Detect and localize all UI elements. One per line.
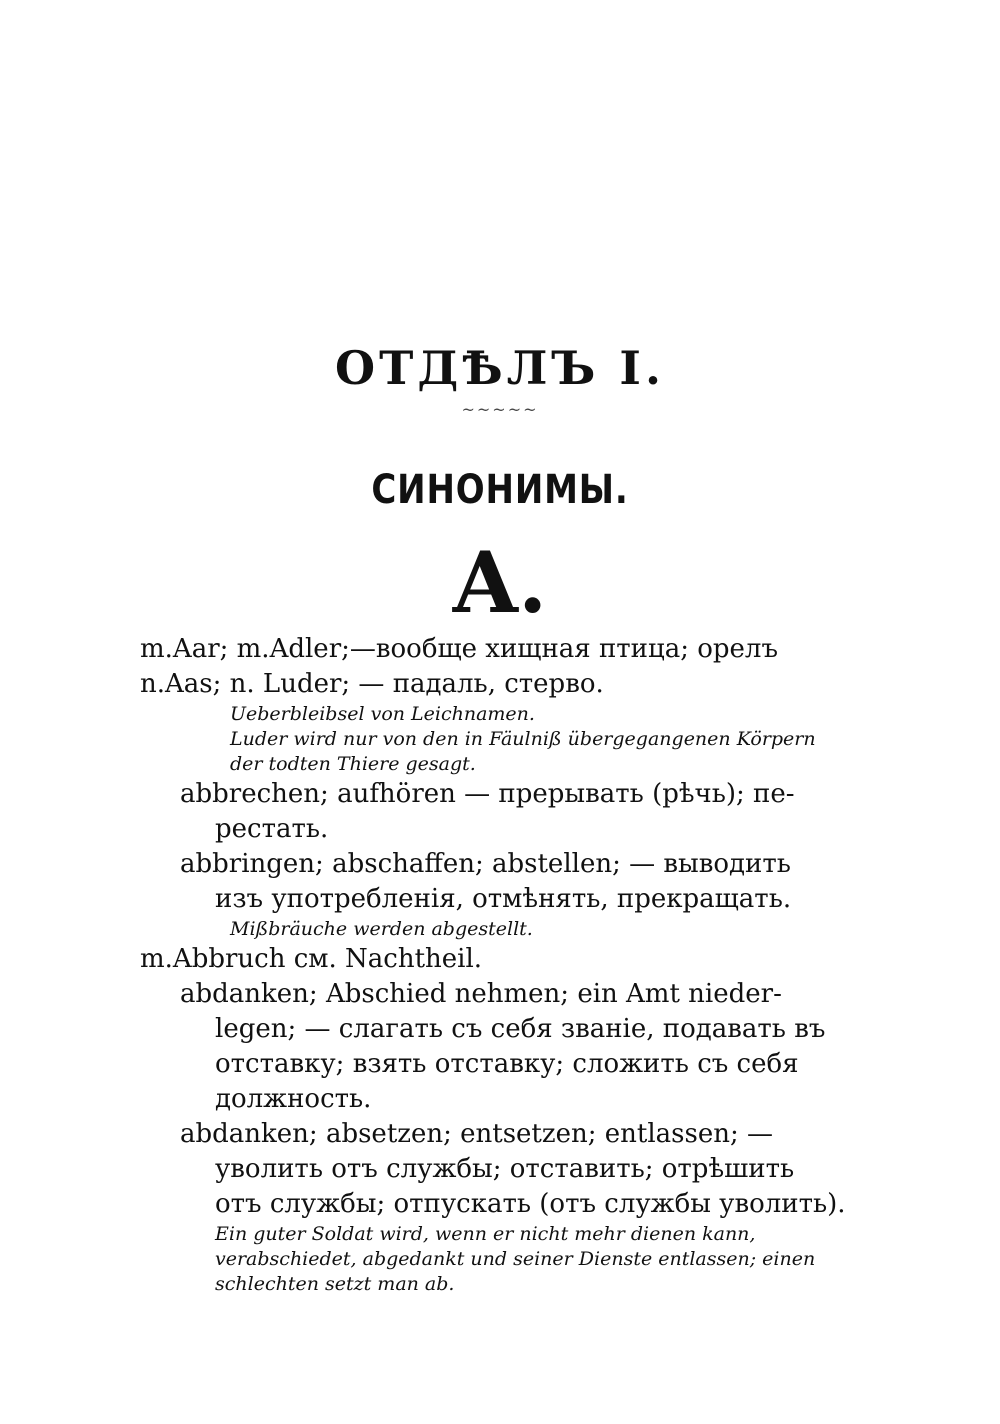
entry-line: m.Aar; m.Adler;—вообще хищная птица; орелъ <box>140 634 778 664</box>
entry-line: уволить отъ службы; отставить; отрѣшить <box>215 1154 795 1184</box>
entry-line: изъ употребленія, отмѣнять, прекращать. <box>215 884 792 914</box>
entry-line: рестать. <box>215 814 329 844</box>
example-line: der todten Thiere gesagt. <box>230 753 476 775</box>
dictionary-entries <box>140 632 890 1297</box>
entry-line: abbringen; abschaffen; abstellen; — выводить <box>180 849 791 879</box>
entry-line: abdanken; Abschied nehmen; ein Amt nieder- <box>180 979 782 1009</box>
example-line: verabschiedet, abgedankt und seiner Dienste entlassen; einen <box>215 1248 816 1270</box>
part-heading: ОТДѢЛЪ I. <box>335 341 665 395</box>
entry-line: legen; — слагать съ себя званіе, подавать въ <box>215 1014 826 1044</box>
entry-line: отъ службы; отпускать (отъ службы уволить). <box>215 1189 846 1219</box>
entry-line: отставку; взять отставку; сложить съ себя <box>215 1049 799 1079</box>
entry-line: abbrechen; aufhören — прерывать (рѣчь); пе- <box>180 779 795 809</box>
entry-line: abdanken; absetzen; entsetzen; entlassen; — <box>180 1119 773 1149</box>
ornament-divider: ~~~~~ <box>461 400 539 419</box>
example-line: Luder wird nur von den in Fäulniß übergegangenen Körpern <box>230 728 816 750</box>
example-line: Ein guter Soldat wird, wenn er nicht mehr dienen kann, <box>215 1223 756 1245</box>
entry-line: m.Abbruch см. Nachtheil. <box>140 944 483 974</box>
entry-line: n.Aas; n. Luder; — падаль, стерво. <box>140 669 604 699</box>
example-line: schlechten setzt man ab. <box>215 1273 455 1295</box>
section-heading: СИНОНИМЫ. <box>371 467 629 513</box>
example-line: Ueberbleibsel von Leichnamen. <box>230 703 535 725</box>
entry-line: должность. <box>215 1084 372 1114</box>
example-line: Mißbräuche werden abgestellt. <box>230 918 533 940</box>
letter-heading: A. <box>452 533 548 632</box>
